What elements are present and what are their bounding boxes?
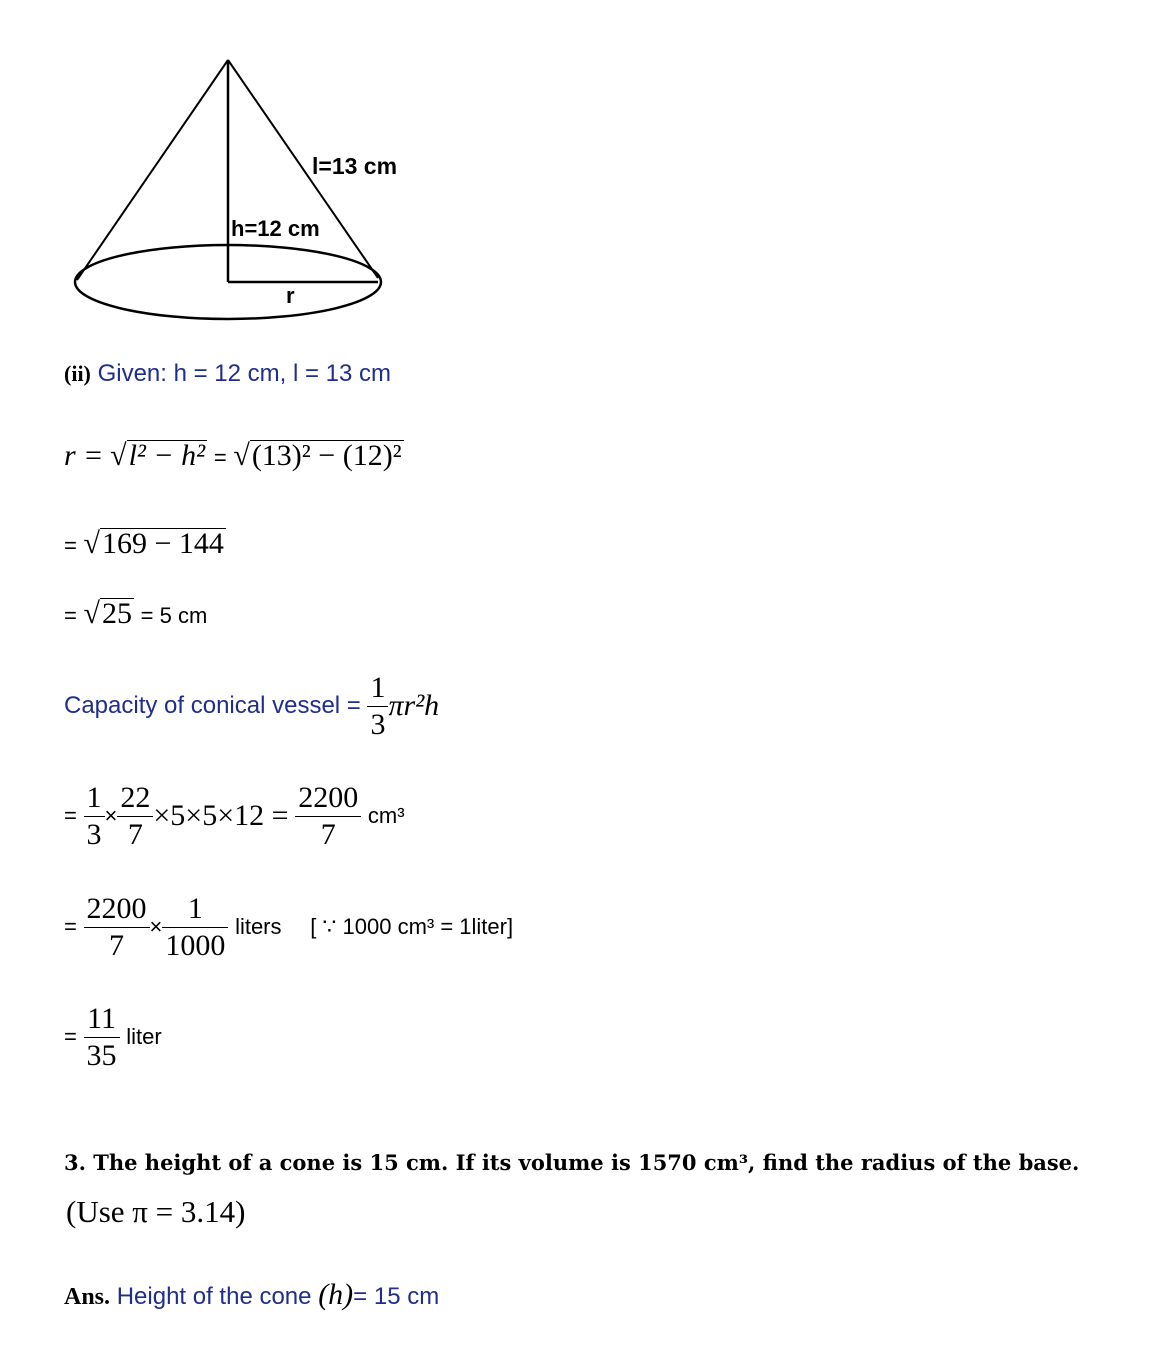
step-sqrt-25 (64, 598, 207, 629)
sqrt-sign-1: √ (110, 439, 127, 472)
given-label: Given: (97, 360, 167, 387)
sqrt-sign-4: √ (83, 597, 100, 630)
equals-5: = (64, 914, 77, 939)
step-liters (64, 893, 513, 961)
given-line (64, 362, 391, 386)
fraction-22-7: $\frac{22}{7}$ (117, 782, 153, 850)
unit-cm3: cm³ (367, 803, 405, 828)
radius-label: r (286, 283, 295, 308)
fraction-2200-7: $\frac{2200}{7}$ (295, 782, 361, 850)
fraction-one-third: $\frac{1}{3}$ (367, 672, 388, 740)
fraction-1-1000: $\frac{1}{1000}$ (162, 893, 228, 961)
sqrt-sign-2: √ (233, 439, 250, 472)
times-2: × (149, 914, 163, 939)
answer-var: (h) (318, 1278, 354, 1311)
height-label: h=12 cm (231, 216, 320, 241)
step-volume-cm3 (64, 782, 405, 850)
equals-2: = (64, 533, 77, 558)
answer-line (64, 1280, 439, 1310)
radical-1: l² − h² (128, 439, 206, 472)
equals-1: = (213, 445, 227, 470)
given-values: h = 12 cm, l = 13 cm (173, 360, 392, 387)
capacity-label: Capacity of conical vessel = (64, 692, 361, 719)
step-final (64, 1003, 162, 1071)
fraction-1-3: $\frac{1}{3}$ (84, 782, 105, 850)
radical-3: 169 − 144 (102, 527, 224, 560)
times-1: × (104, 803, 118, 828)
unit-liter: liter (126, 1024, 162, 1049)
answer-value: = 15 cm (353, 1283, 440, 1310)
product-rest: ×5×5×12 = (153, 799, 289, 832)
part-marker: (ii) (64, 361, 91, 386)
sqrt-sign-3: √ (83, 527, 100, 560)
fraction-2200-7-b: $\frac{2200}{7}$ (84, 893, 150, 961)
step-169-144 (64, 528, 226, 559)
radius-result: = 5 cm (140, 603, 208, 628)
radical-2: (13)² − (12)² (251, 439, 402, 472)
equals-3: = (64, 603, 77, 628)
conversion-note: [ ∵ 1000 cm³ = 1liter] (310, 914, 514, 939)
slant-label: l=13 cm (312, 153, 398, 179)
answer-label: Ans. (64, 1284, 111, 1310)
equals-4: = (64, 803, 77, 828)
radius-lhs: r = (64, 439, 104, 472)
cone-diagram (60, 50, 430, 335)
capacity-formula-tail: πr²h (388, 689, 440, 722)
equals-6: = (64, 1024, 77, 1049)
question-3: 3. The height of a cone is 15 cm. If its volume is 1570 cm³, find the radius of the base. (64, 1150, 1080, 1175)
capacity-line (64, 672, 439, 740)
answer-text: Height of the cone (116, 1283, 312, 1310)
use-pi-note: (Use π = 3.14) (66, 1194, 246, 1229)
radius-formula-line (64, 440, 404, 471)
fraction-11-35: $\frac{11}{35}$ (84, 1003, 120, 1071)
unit-liters: liters (235, 914, 282, 939)
cone-left-edge (77, 60, 228, 280)
radical-4: 25 (102, 597, 132, 630)
